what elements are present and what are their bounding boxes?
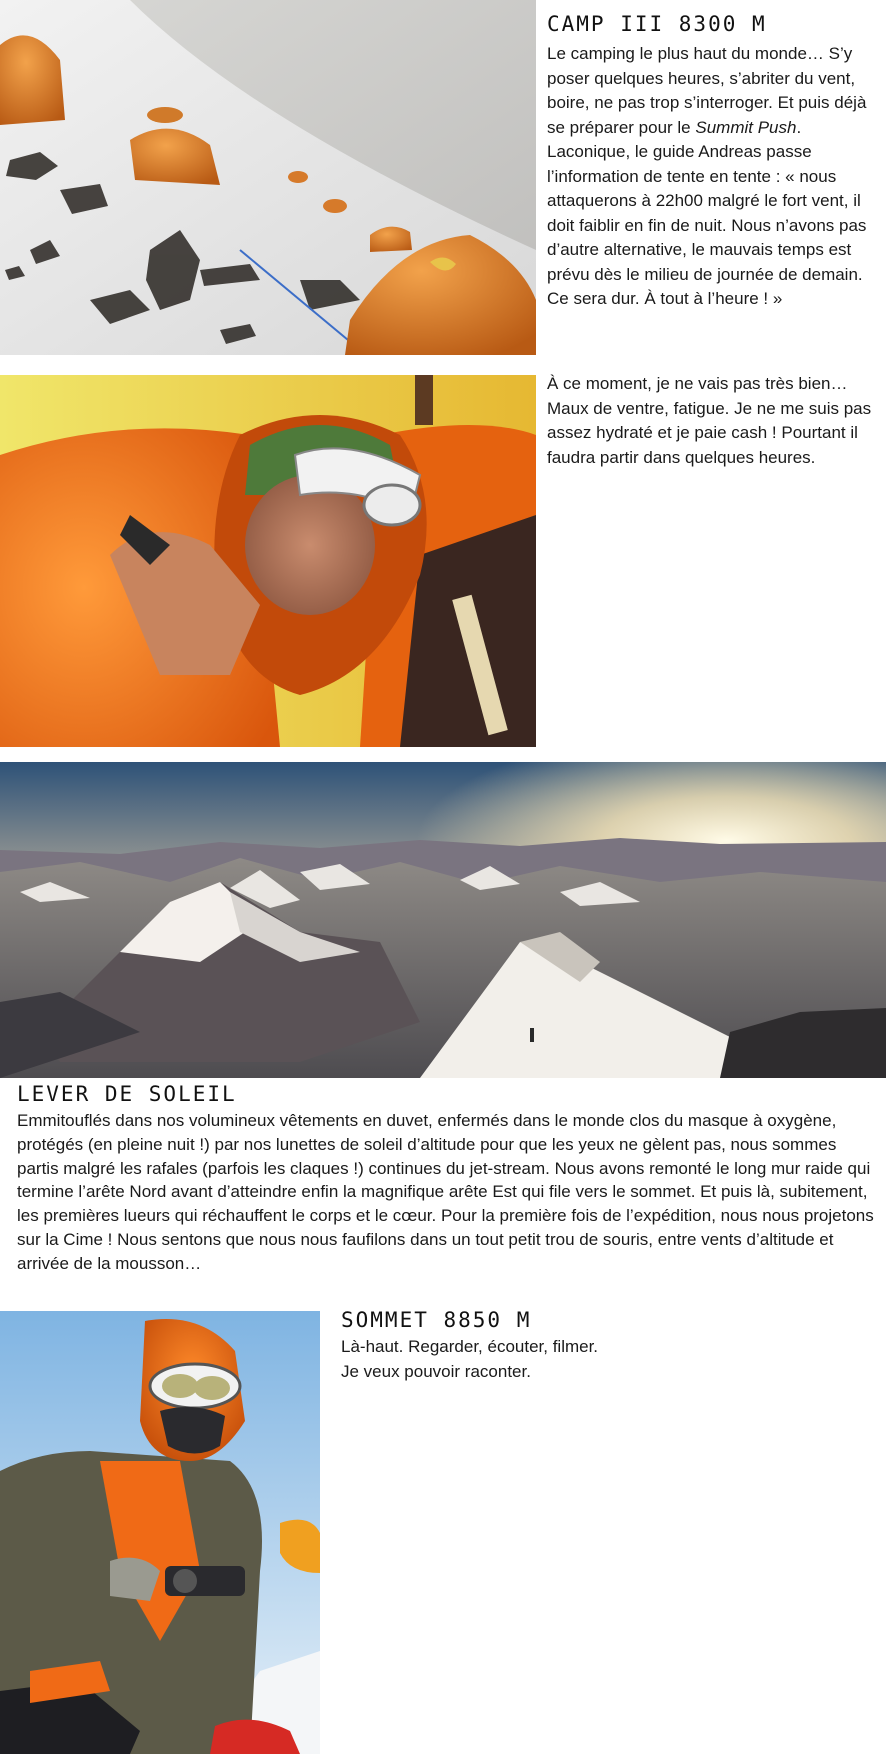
summit-paragraph <box>341 1335 861 1384</box>
camp-text-before: Le camping le plus haut du monde… S’y poser quelques heures, s’abriter du vent, boire, ne pas trop s’interroger. Et puis déjà se préparer pour le <box>547 44 867 137</box>
camp-text-after: . Laconique, le guide Andreas passe l’information de tente en tente : « nous attaquerons à 22h00 malgré le fort vent, il doit faiblir en fin de nuit. Nous n’avons pas d’autre alternative, le mauvais temps est prévu dès le milieu de journée de demain. Ce sera dur. À tout à l’heure ! » <box>547 117 867 308</box>
climber-in-tent-photo <box>0 375 536 747</box>
summit-climber-photo <box>0 1311 320 1754</box>
sunrise-heading: LEVER DE SOLEIL <box>17 1082 237 1106</box>
summit-heading: SOMMET 8850 M <box>341 1308 532 1332</box>
camp-paragraph <box>547 42 883 312</box>
sunrise-paragraph: Emmitouflés dans nos volumineux vêtements en duvet, enfermés dans le monde clos du masque à oxygène, protégés (en pleine nuit !) par nos lunettes de soleil d’altitude pour que les yeux ne gèlent pas, nous sommes partis malgré les rafales (parfois les claques !) continues du jet-stream. Nous avons remonté le long mur raide qui termine l’arête Nord avant d’atteindre enfin la magnifique arête Est qui file vers le sommet. Et puis là, subitement, les premières lueurs qui réchauffent le corps et le cœur. Pour la première fois de l’expédition, nous nous projetons sur la Cime ! Nous sentons que nous nous faufilons dans un tout petit trou de souris, entre vents d’altitude et arrivée de la mousson… <box>17 1111 874 1273</box>
camp-text-italic: Summit Push <box>695 117 797 137</box>
summit-line-2: Je veux pouvoir raconter. <box>341 1361 531 1381</box>
summit-line-1: Là-haut. Regarder, écouter, filmer. <box>341 1337 599 1356</box>
camp-paragraph-second: À ce moment, je ne vais pas très bien… Maux de ventre, fatigue. Je ne me suis pas assez hydraté et je paie cash ! Pourtant il faudra partir dans quelques heures. <box>547 374 872 467</box>
camp-tents-photo <box>0 0 536 355</box>
sunrise-panorama-photo <box>0 762 886 1078</box>
camp-heading: CAMP III 8300 M <box>547 12 767 36</box>
